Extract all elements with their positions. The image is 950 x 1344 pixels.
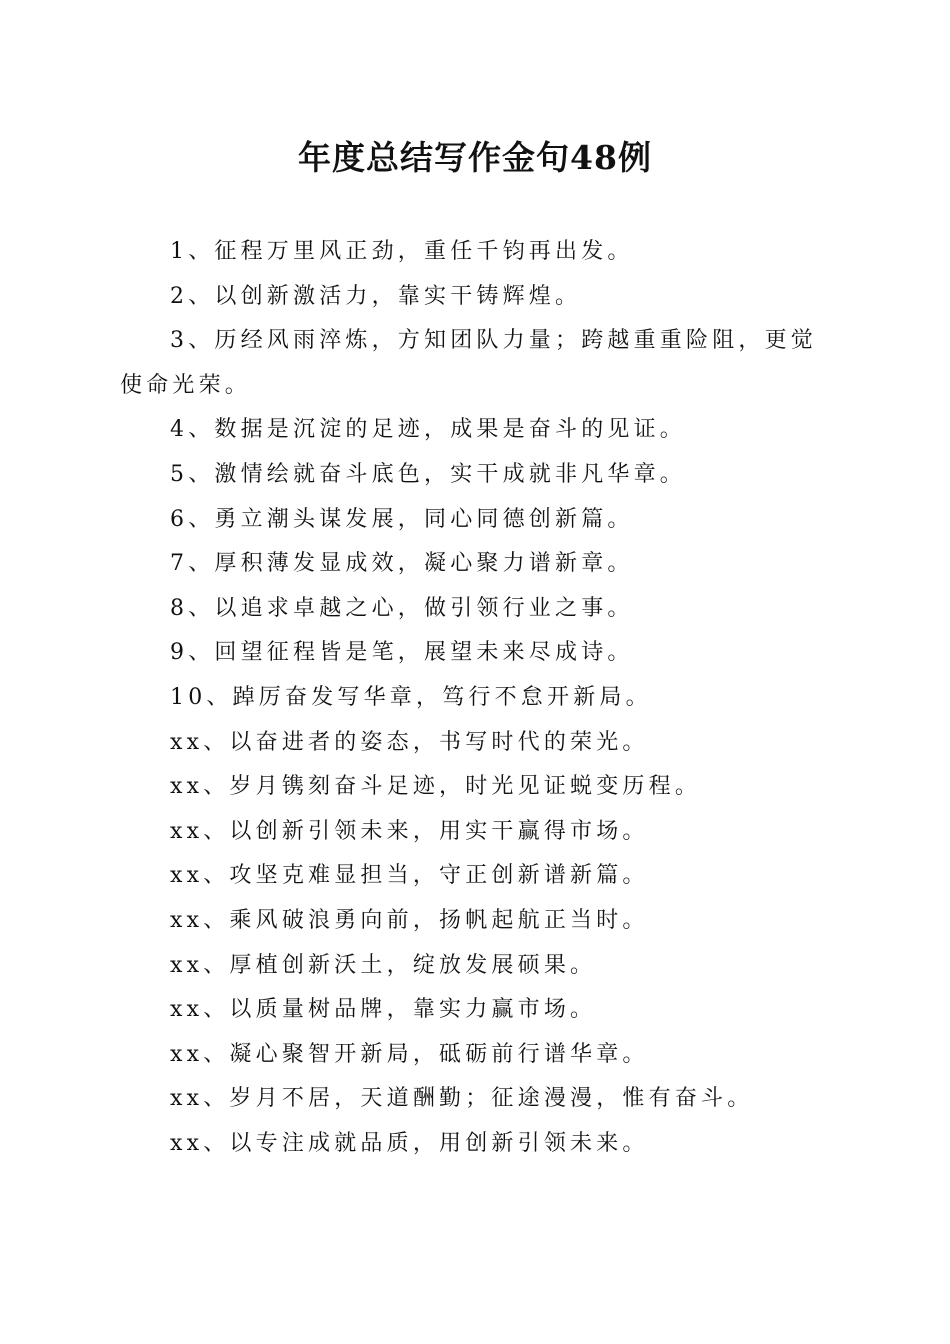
list-item: xx、攻坚克难显担当，守正创新谱新篇。 [170, 863, 649, 889]
list-item: xx、以专注成就品质，用创新引领未来。 [170, 1130, 649, 1156]
list-item: 3、历经风雨淬炼，方知团队力量；跨越重重险阻，更觉使命光荣。 [120, 328, 817, 398]
list-item: 10、踔厉奋发写华章，笃行不怠开新局。 [170, 684, 652, 710]
list-item: 9、回望征程皆是笔，展望未来尽成诗。 [170, 640, 634, 666]
list-item: 7、厚积薄发显成效，凝心聚力谱新章。 [170, 551, 634, 577]
list-item: xx、岁月镌刻奋斗足迹，时光见证蜕变历程。 [170, 774, 702, 800]
list-item: xx、岁月不居，天道酬勤；征途漫漫，惟有奋斗。 [170, 1086, 754, 1112]
list-item: xx、凝心聚智开新局，砥砺前行谱华章。 [170, 1041, 649, 1067]
list-item: xx、以创新引领未来，用实干赢得市场。 [170, 818, 649, 844]
list-item: 4、数据是沉淀的足迹，成果是奋斗的见证。 [170, 417, 686, 443]
list-item: 2、以创新激活力，靠实干铸辉煌。 [170, 283, 582, 309]
document-body [120, 230, 832, 1166]
list-item: xx、以质量树品牌，靠实力赢市场。 [170, 997, 597, 1023]
list-item: 6、勇立潮头谋发展，同心同德创新篇。 [170, 506, 634, 532]
list-item: 8、以追求卓越之心，做引领行业之事。 [170, 595, 634, 621]
document-title: 年度总结写作金句48例 [298, 138, 652, 177]
list-item: xx、乘风破浪勇向前，扬帆起航正当时。 [170, 907, 649, 933]
list-item: 1、征程万里风正劲，重任千钧再出发。 [170, 239, 634, 264]
list-item: xx、以奋进者的姿态，书写时代的荣光。 [170, 729, 649, 755]
list-item: 5、激情绘就奋斗底色，实干成就非凡华章。 [170, 461, 686, 487]
list-item: xx、厚植创新沃土，绽放发展硕果。 [170, 952, 597, 978]
